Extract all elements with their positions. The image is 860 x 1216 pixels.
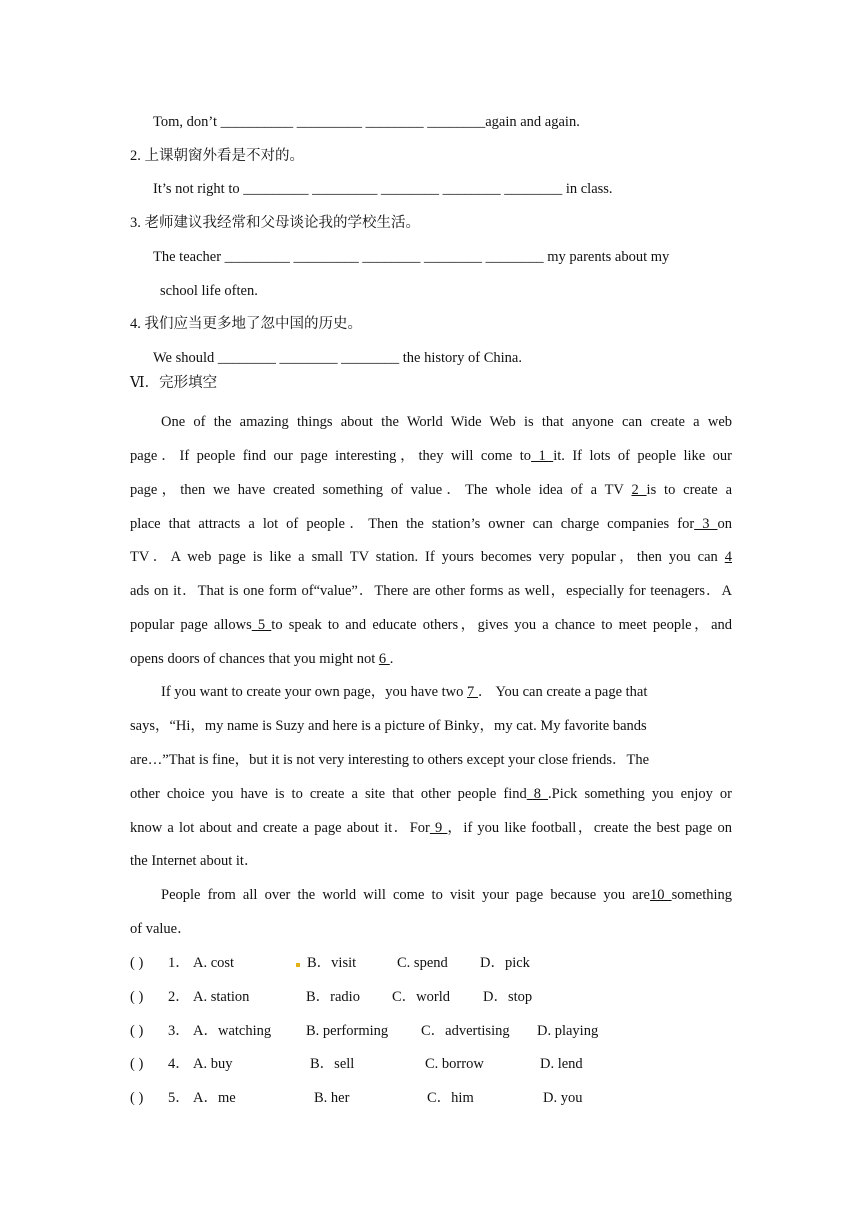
blank-6: 6 [378, 651, 390, 667]
passage-line [130, 616, 732, 634]
answer-bracket[interactable]: ( ) [130, 1023, 144, 1039]
highlight-mark [296, 963, 300, 967]
option-c: C．him [427, 1090, 474, 1106]
question-3-english-line-b: school life often. [160, 283, 258, 299]
blank-3: 3 [694, 516, 718, 532]
answer-bracket[interactable]: ( ) [130, 989, 144, 1005]
passage-line [161, 886, 732, 904]
passage-line [130, 447, 732, 465]
question-3-english-line-a: The teacher _________ _________ ________ ________ ________ my parents about my [153, 249, 670, 265]
passage-line [130, 785, 732, 803]
answer-bracket[interactable]: ( ) [130, 1090, 144, 1106]
question-number: 1． [168, 955, 190, 971]
passage-line: are…”That is fine，but it is not very interesting to others except your close friends．The [130, 752, 650, 768]
option-d: D．pick [480, 955, 530, 971]
passage-line [130, 548, 732, 566]
answer-bracket[interactable]: ( ) [130, 955, 144, 971]
option-c: C. borrow [425, 1056, 484, 1072]
option-c: C．advertising [421, 1023, 510, 1039]
blank-7: 7 [467, 684, 478, 700]
question-4-chinese: 4. 我们应当更多地了忽中国的历史。 [130, 316, 362, 332]
option-b: B．sell [310, 1056, 355, 1072]
option-a: A. cost [193, 955, 235, 971]
section-title: Ⅵ．完形填空 [130, 375, 218, 391]
passage-text: something [671, 887, 733, 903]
option-a: A．watching [193, 1023, 272, 1039]
passage-text: ，if you like football，create the best page on [447, 820, 733, 836]
option-b: B．radio [306, 989, 360, 1005]
blank-1: 1 [531, 448, 554, 464]
option-c: C. spend [397, 955, 448, 971]
question-3-chinese: 3. 老师建议我经常和父母谈论我的学校生活。 [130, 215, 420, 231]
answer-bracket[interactable]: ( ) [130, 1056, 144, 1072]
option-d: D. lend [540, 1056, 583, 1072]
question-2-chinese: 2. 上课朝窗外看是不对的。 [130, 148, 304, 164]
option-b: B. performing [306, 1023, 389, 1039]
option-c: C．world [392, 989, 450, 1005]
passage-line: of value． [130, 921, 192, 937]
blank-9: 9 [429, 820, 448, 836]
passage-line [161, 683, 647, 701]
passage-line [130, 481, 732, 499]
option-a: A. station [193, 989, 250, 1005]
blank-5: 5 [251, 617, 272, 633]
option-a: A．me [193, 1090, 236, 1106]
option-d: D. playing [537, 1023, 599, 1039]
passage-line: One of the amazing things about the World Wide Web is that anyone can create a web [161, 414, 732, 430]
option-b: B. her [314, 1090, 350, 1106]
blank-8: 8 [526, 786, 549, 802]
passage-text: is to create a [646, 482, 732, 498]
passage-text: on [717, 516, 733, 532]
passage-line: the Internet about it． [130, 853, 259, 869]
passage-text: know a lot about and create a page about it．For [130, 820, 430, 836]
passage-line: ads on it．That is one form of“value”．There are other forms as well，especially for teenagers．A [130, 583, 732, 599]
question-number: 2． [168, 989, 190, 1005]
question-number: 3． [168, 1023, 190, 1039]
question-2-english: It’s not right to _________ _________ ________ ________ ________ in class. [153, 181, 613, 197]
passage-text: opens doors of chances that you might not [130, 651, 379, 667]
passage-text: . [389, 651, 394, 667]
blank-2: 2 [631, 482, 647, 498]
question-4-english: We should ________ ________ ________ the history of China. [153, 350, 522, 366]
blank-10: 10 [649, 887, 672, 903]
option-d: D. you [543, 1090, 583, 1106]
translation-line-1: Tom, don’t __________ _________ ________ ________again and again. [153, 114, 580, 130]
option-d: D．stop [483, 989, 533, 1005]
passage-text: ． You can create a page that [477, 684, 648, 700]
option-a: A. buy [193, 1056, 233, 1072]
passage-line: says，“Hi，my name is Suzy and here is a picture of Binky，my cat. My favorite bands [130, 718, 647, 734]
passage-text: TV．A web page is like a small TV station. If yours becomes very popular，then you can [130, 549, 725, 565]
passage-line [130, 650, 393, 668]
passage-line [130, 515, 732, 533]
passage-text: People from all over the world will come to visit your page because you are [161, 887, 650, 903]
passage-text: If you want to create your own page，you have two [161, 684, 468, 700]
blank-4: 4 [724, 549, 732, 565]
passage-text: to speak to and educate others，gives you a chance to meet people，and [271, 617, 733, 633]
passage-text: popular page allows [130, 617, 252, 633]
passage-text: page，then we have created something of value．The whole idea of a TV [130, 482, 632, 498]
passage-text: .Pick something you enjoy or [548, 786, 732, 802]
question-number: 4． [168, 1056, 190, 1072]
passage-text: it. If lots of people like our [553, 448, 732, 464]
passage-text: page．If people find our page interesting，they will come to [130, 448, 532, 464]
passage-line [130, 819, 732, 837]
question-number: 5． [168, 1090, 190, 1106]
passage-text: other choice you have is to create a site that other people find [130, 786, 527, 802]
passage-text: place that attracts a lot of people．Then the station’s owner can charge companies for [130, 516, 695, 532]
option-b: B．visit [307, 955, 357, 971]
